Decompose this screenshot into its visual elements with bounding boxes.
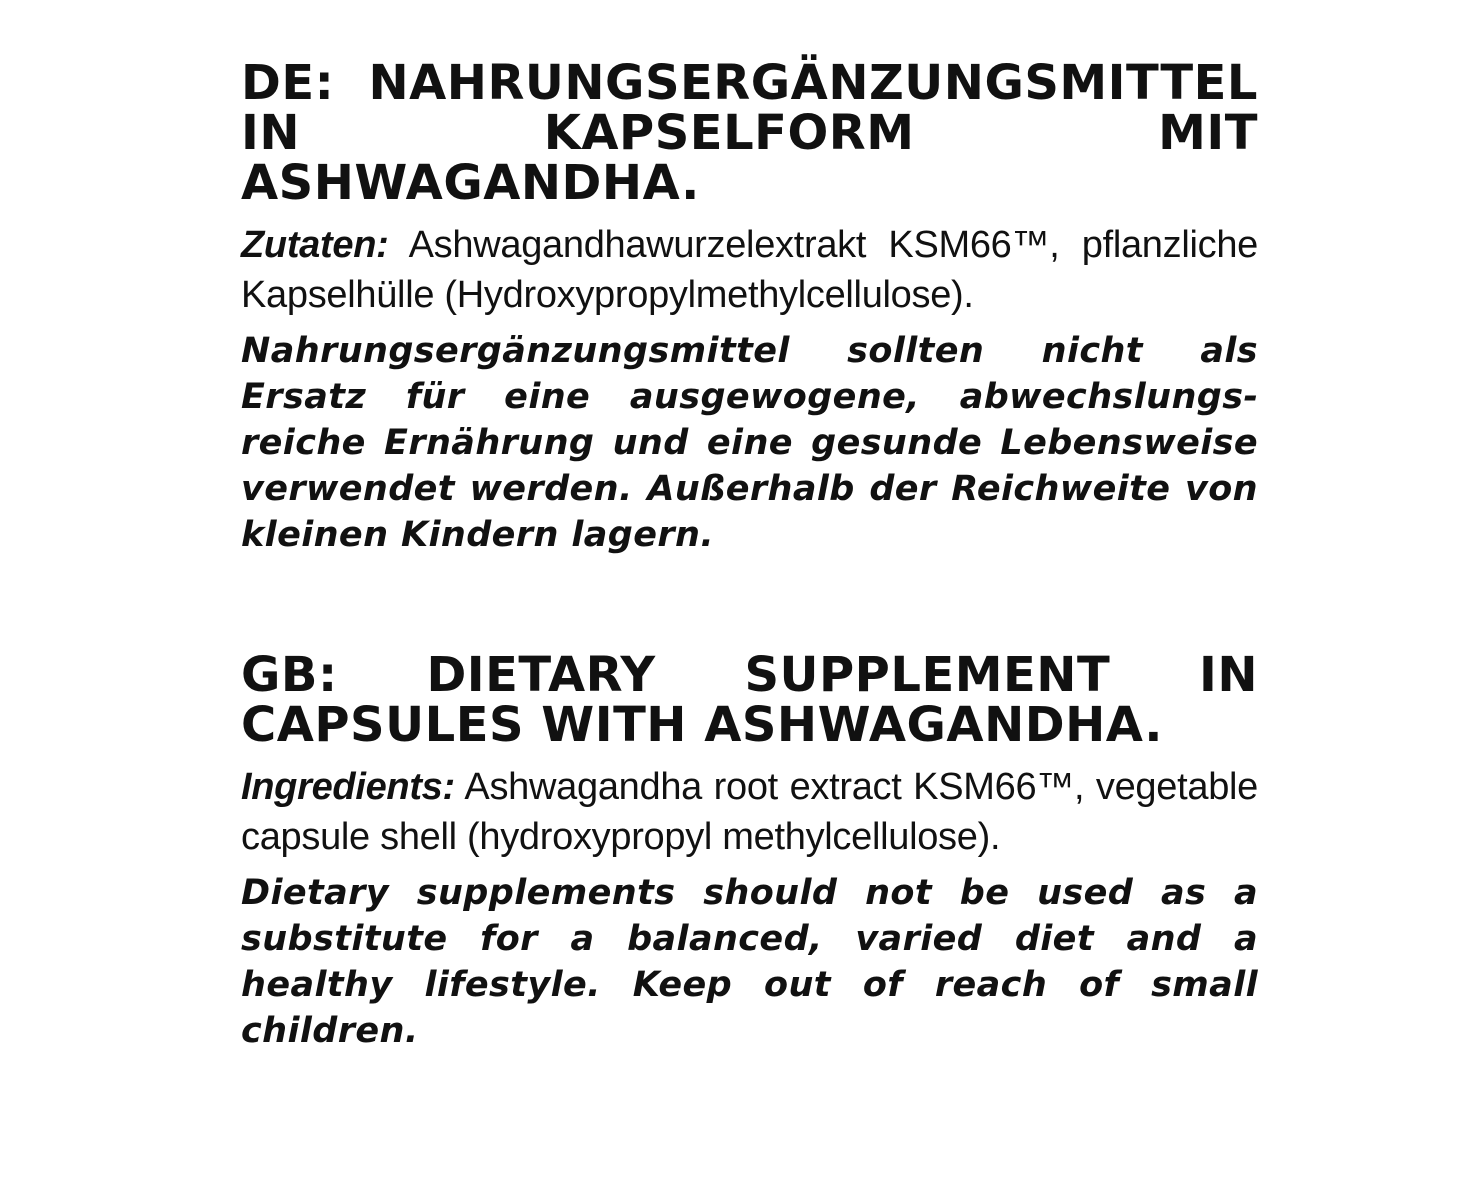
ingredients-de <box>241 220 1258 320</box>
ingredients-label-gb: Ingredients: <box>241 766 455 808</box>
heading-gb: GB: DIETARY SUPPLEMENT IN CAPSULES WITH ASHWAGANDHA. <box>241 647 1258 753</box>
ingredients-gb <box>241 762 1258 862</box>
ingredients-text-gb: Ashwagandha root extract KSM66™, vegetable capsule shell (hydroxypropyl methylcellulose). <box>241 766 1258 858</box>
warning-de: Nahrungsergänzungsmittel sollten nicht als Ersatz für eine ausgewogene, abwechslungsreiche Ernährung und eine gesunde Lebensweise verwendet werden. Außerhalb der Reichweite von kleinen Kindern lagern. <box>241 331 1258 555</box>
ingredients-text-de: Ashwagandhawurzelextrakt KSM66™, pflanzliche Kapselhülle (Hydroxypropylmethylcellulose). <box>241 224 1258 316</box>
warning-gb: Dietary supplements should not be used as a substitute for a balanced, varied diet and a healthy lifestyle. Keep out of reach of small children. <box>241 873 1258 1051</box>
section-gb <box>241 647 1258 1054</box>
heading-de: DE: NAHRUNGSERGÄNZUNGSMITTEL IN KAPSELFORM MIT ASHWAGANDHA. <box>241 55 1258 211</box>
ingredients-label-de: Zutaten: <box>241 224 389 266</box>
section-de <box>241 55 1258 558</box>
